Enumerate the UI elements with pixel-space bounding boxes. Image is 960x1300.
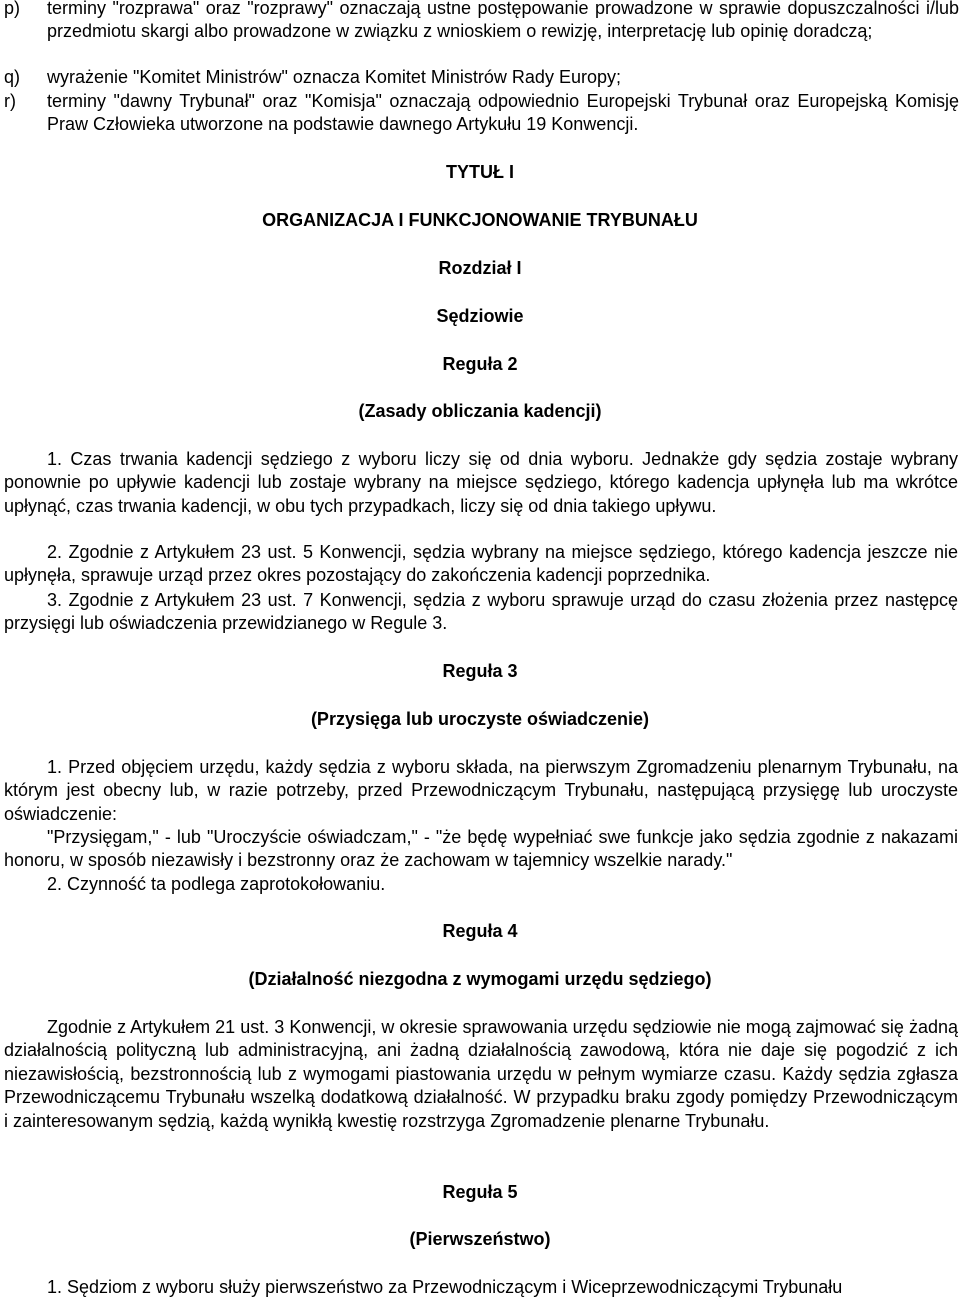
rule-4-heading: Reguła 4 [442,921,518,941]
chapter-heading: Rozdział I [438,258,522,278]
definition-item-p [4,0,959,44]
definition-text: wyrażenie "Komitet Ministrów" oznacza Komitet Ministrów Rady Europy; [47,67,621,87]
definition-item-q [4,66,959,89]
rule-2-subheading: (Zasady obliczania kadencji) [358,401,602,421]
definition-label: r) [4,91,16,111]
rule-2-paragraph-2: 2. Zgodnie z Artykułem 23 ust. 5 Konwencji, sędzia wybrany na miejsce sędziego, którego kadencja jeszcze nie upłynęła, sprawuje urząd przez okres pozostający do zakończenia kadencji poprzednika. [4,542,958,586]
title-heading: TYTUŁ I [446,162,514,182]
rule-4-subheading: (Działalność niezgodna z wymogami urzędu sędziego) [248,969,712,989]
rule-2-paragraph-1: 1. Czas trwania kadencji sędziego z wyboru liczy się od dnia wyboru. Jednakże gdy sędzia zostaje wybrany ponownie po upływie kadencji lub zostaje wybrany na miejsce sędziego, którego kadencja upłynęła lub ma wkrótce upłynąć, czas trwania kadencji, w obu tych przypadkach, liczy się od dnia takiego upływu. [4,449,958,516]
definition-label: p) [4,0,21,18]
definition-label: q) [4,67,21,87]
rule-3-subheading: (Przysięga lub uroczyste oświadczenie) [310,709,650,729]
rule-4-paragraph-1: Zgodnie z Artykułem 21 ust. 3 Konwencji, w okresie sprawowania urzędu sędziowie nie mogą zajmować się żadną działalnością polityczną lub administracyjną, ani żadną działalnością zawodową, która nie daje się pogodzić z ich niezawisłością, bezstronnością lub z wymogami piastowania urzędu w pełnym wymiarze czasu. Każdy sędzia zgłasza Przewodniczącemu Trybunału wszelką dodatkową działalność. W przypadku braku zgody pomiędzy Przewodniczącym i zainteresowanym sędzią, każdą wynikłą kwestię rozstrzyga Zgromadzenie plenarne Trybunału. [4,1017,958,1131]
rule-3-paragraph-1: 1. Przed objęciem urzędu, każdy sędzia z wyboru składa, na pierwszym Zgromadzeniu plenarnym Trybunału, na którym jest obecny lub, w razie potrzeby, przed Przewodniczącym Trybunału, następującą przysięgę lub uroczyste oświadczenie: [4,757,958,824]
chapter-name-heading: Sędziowie [436,306,524,326]
definition-text: terminy "dawny Trybunał" oraz "Komisja" oznaczają odpowiednio Europejski Trybunał oraz Europejską Komisję Praw Człowieka utworzone na podstawie dawnego Artykułu 19 Konwencji. [47,91,959,135]
rule-5-subheading: (Pierwszeństwo) [409,1229,551,1249]
definition-text: terminy "rozprawa" oraz "rozprawy" oznaczają ustne postępowanie prowadzone w sprawie dopuszczalności i/lub przedmiotu skargi albo prowadzone w związku z wnioskiem o rewizję, interpretację lub opinię doradczą; [47,0,959,42]
subtitle-heading: ORGANIZACJA I FUNKCJONOWANIE TRYBUNAŁU [262,210,698,230]
rule-5-heading: Reguła 5 [442,1182,518,1202]
rule-5-paragraph-1: 1. Sędziom z wyboru służy pierwszeństwo za Przewodniczącym i Wiceprzewodniczącymi Trybunału [47,1277,843,1297]
rule-2-heading: Reguła 2 [442,354,518,374]
definition-item-r [4,90,959,137]
rule-3-heading: Reguła 3 [442,661,518,681]
rule-3-paragraph-2: 2. Czynność ta podlega zaprotokołowaniu. [47,874,386,894]
rule-2-paragraph-3: 3. Zgodnie z Artykułem 23 ust. 7 Konwencji, sędzia z wyboru sprawuje urząd do czasu złożenia przez następcę przysięgi lub oświadczenia przewidzianego w Regule 3. [4,590,958,634]
rule-3-oath-text: "Przysięgam," - lub "Uroczyście oświadczam," - "że będę wypełniać swe funkcje jako sędzia zgodnie z nakazami honoru, w sposób niezawisły i bezstronny oraz że zachowam w tajemnicy wszelkie narady." [4,827,958,871]
